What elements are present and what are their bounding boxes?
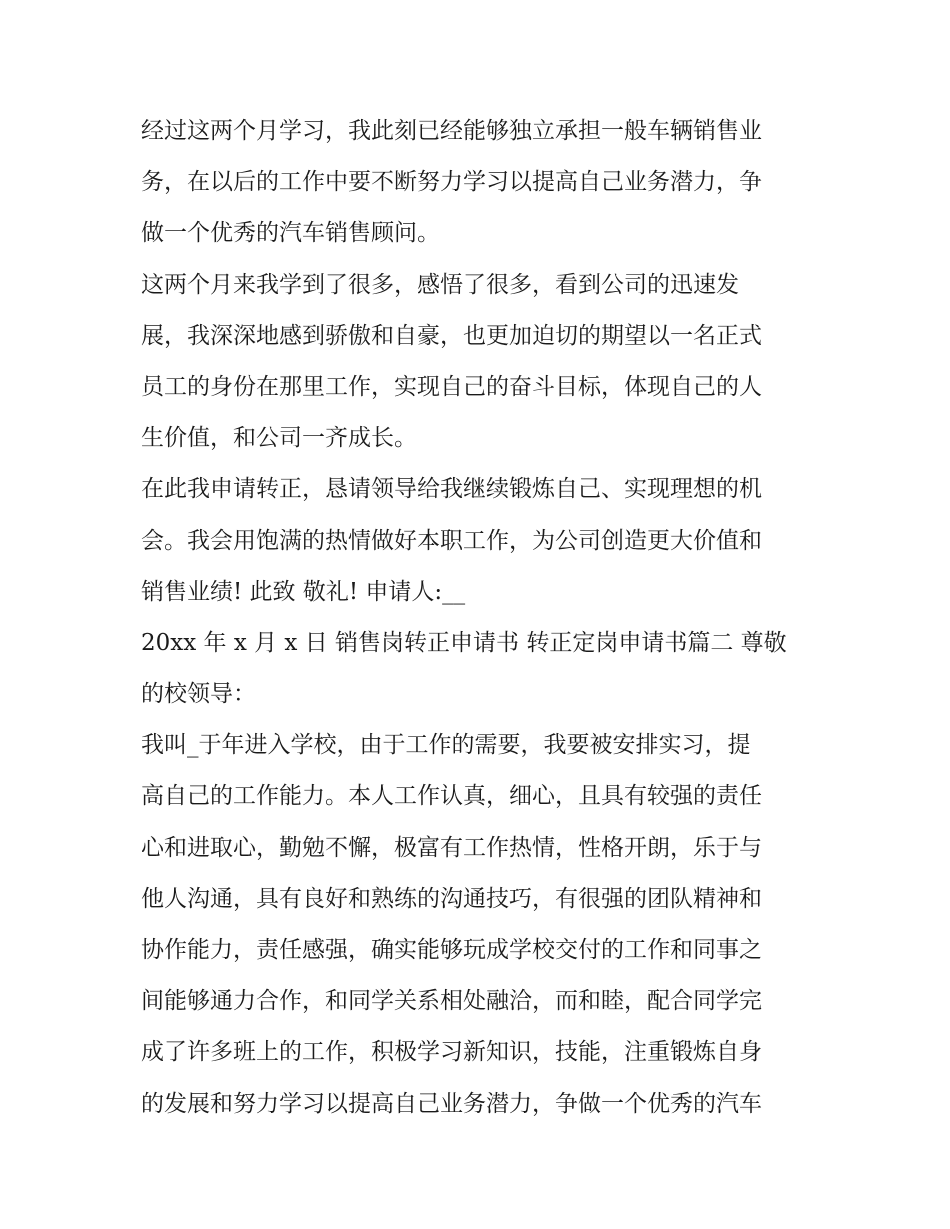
text-line: 做一个优秀的汽车销售顾问。 (141, 220, 440, 247)
body-text (141, 106, 813, 1130)
text-line: 高自己的工作能力。本人工作认真，细心，且具有较强的责任 (141, 783, 762, 810)
text-line: 我叫_于年进入学校，由于工作的需要，我要被安排实习，提 (141, 732, 751, 759)
text-line: 成了许多班上的工作，积极学习新知识，技能，注重锻炼自身 (141, 1039, 762, 1066)
text-line: 的校领导： (141, 681, 256, 708)
text-line: 间能够通力合作，和同学关系相处融洽，而和睦，配合同学完 (141, 988, 762, 1015)
text-line: 协作能力，责任感强，确实能够玩成学校交付的工作和同事之 (141, 937, 762, 963)
text-line: 的发展和努力学习以提高自己业务潜力，争做一个优秀的汽车 (141, 1090, 762, 1117)
text-line: 经过这两个月学习，我此刻已经能够独立承担一般车辆销售业 (141, 118, 762, 144)
text-line: 员工的身份在那里工作，实现自己的奋斗目标，体现自己的人 (141, 373, 762, 400)
text-line: 这两个月来我学到了很多，感悟了很多，看到公司的迅速发 (141, 271, 739, 298)
text-line: 在此我申请转正，恳请领导给我继续锻炼自己、实现理想的机 (141, 476, 762, 503)
text-line: 20xx 年 x 月 x 日 销售岗转正申请书 转正定岗申请书篇二 尊敬 (141, 629, 787, 656)
text-line: 他人沟通，具有良好和熟练的沟通技巧，有很强的团队精神和 (141, 885, 762, 912)
text-line: 生价值，和公司一齐成长。 (141, 425, 417, 452)
text-line: 展，我深深地感到骄傲和自豪，也更加迫切的期望以一名正式 (141, 322, 762, 349)
text-line: 务，在以后的工作中要不断努力学习以提高自己业务潜力，争 (141, 169, 762, 196)
text-line: 会。我会用饱满的热情做好本职工作，为公司创造更大价值和 (141, 527, 762, 554)
text-line: 心和进取心，勤勉不懈，极富有工作热情，性格开朗，乐于与 (141, 834, 762, 861)
text-line: 销售业绩! 此致 敬礼! 申请人:__ (141, 578, 466, 605)
